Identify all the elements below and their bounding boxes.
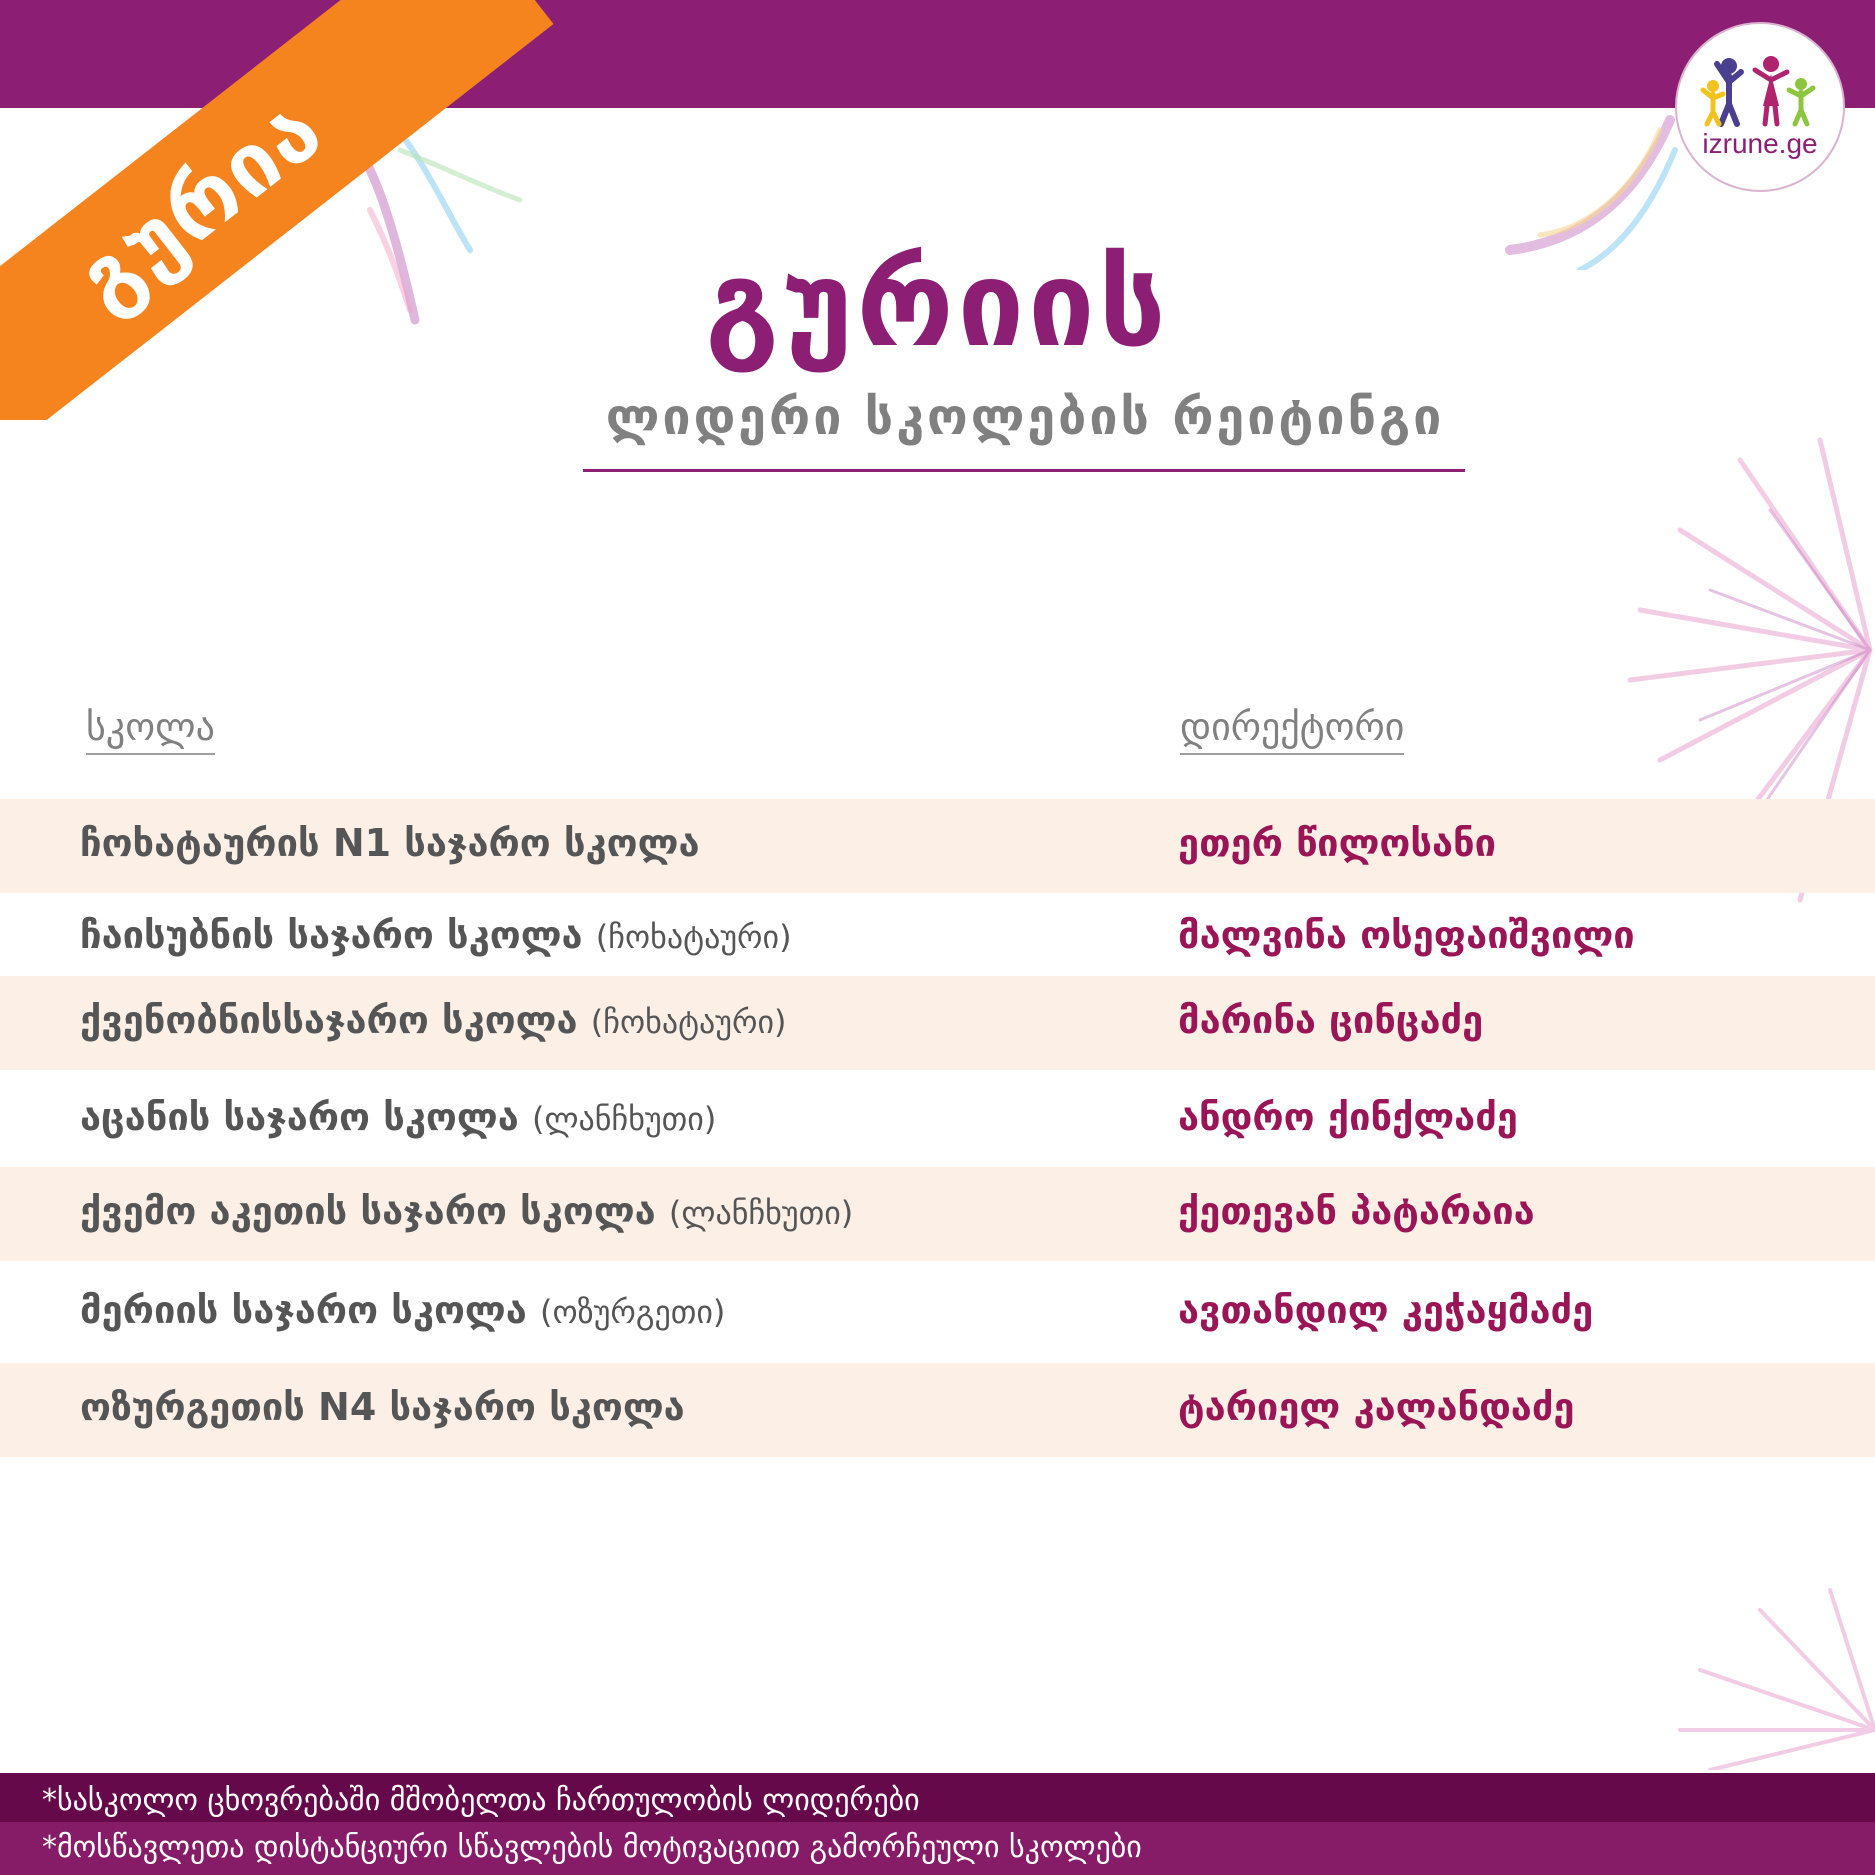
director-name: ტარიელ კალანდაძე [1178, 1385, 1575, 1429]
director-name: ქეთევან პატარაია [1178, 1189, 1535, 1233]
school-name: ოზურგეთის N4 საჯარო სკოლა [80, 1385, 685, 1429]
director-name: მალვინა ოსეფაიშვილი [1178, 913, 1635, 957]
table-row [0, 976, 1875, 1070]
fireworks-bottom-right-decoration [1670, 1580, 1875, 1770]
table-row [0, 1167, 1875, 1261]
director-name: ავთანდილ კეჭაყმაძე [1178, 1288, 1594, 1332]
school-name: ქვენობნისსაჯარო სკოლა (ჩოხატაური) [80, 998, 787, 1042]
director-name: მარინა ცინცაძე [1178, 998, 1484, 1042]
corner-banner-label: გურია [58, 79, 342, 331]
school-name: ქვემო აკეთის საჯარო სკოლა (ლანჩხუთი) [80, 1189, 854, 1233]
footer-note-2: *მოსწავლეთა დისტანციური სწავლების მოტივაციით გამორჩეული სკოლები [42, 1830, 1142, 1865]
subtitle-underline [583, 469, 1465, 472]
footer-note-1: *სასკოლო ცხოვრებაში მშობელთა ჩართულობის ლიდერები [42, 1783, 920, 1818]
school-name: ჩოხატაურის N1 საჯარო სკოლა [80, 821, 700, 865]
table-row [0, 1073, 1875, 1167]
table-row [0, 1363, 1875, 1457]
school-name: აცანის საჯარო სკოლა (ლანჩხუთი) [80, 1095, 717, 1139]
school-name: მერიის საჯარო სკოლა (ოზურგეთი) [80, 1288, 726, 1332]
page-subtitle: ლიდერი სკოლების რეიტინგი [605, 388, 1445, 446]
logo-text: izrune.ge [1702, 128, 1818, 159]
column-header-school: სკოლა [86, 705, 215, 755]
column-header-director: დირექტორი [1180, 705, 1404, 755]
table-row [0, 891, 1875, 985]
school-name: ჩაისუბნის საჯარო სკოლა (ჩოხატაური) [80, 913, 792, 957]
page-title: გურიის [705, 235, 1170, 373]
izrune-logo[interactable] [1675, 22, 1845, 192]
family-icon [1677, 24, 1847, 194]
table-row [0, 799, 1875, 893]
director-name: ეთერ წილოსანი [1178, 821, 1496, 865]
table-row [0, 1266, 1875, 1360]
director-name: ანდრო ქინქლაძე [1178, 1095, 1518, 1139]
